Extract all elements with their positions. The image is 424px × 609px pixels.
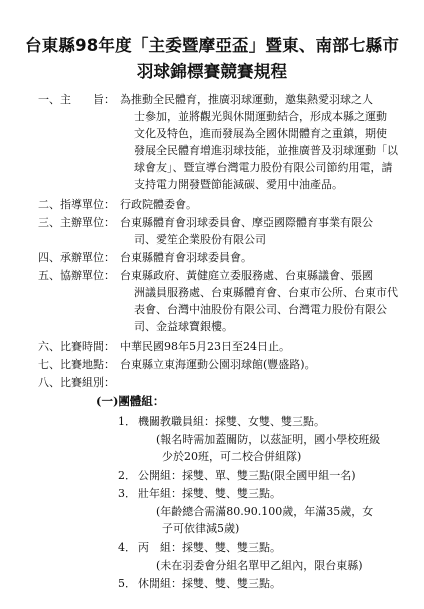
item-number: 2． — [118, 469, 136, 482]
item-note: (報名時需加蓋關防，以茲証明，國小學校班級 — [156, 433, 381, 446]
section-label: 二、指導單位： — [38, 198, 115, 211]
group-heading: (一)團體組： — [96, 394, 165, 408]
section-text: 台東縣體育會羽球委員會。 — [120, 251, 252, 264]
section-text: 發展全民體育增進羽球技能，並推廣普及羽球運動「以 — [134, 144, 398, 157]
item-number: 1． — [118, 415, 136, 428]
section-label: 三、主辦單位： — [38, 216, 115, 229]
section-text: 司、愛笙企業股份有限公司 — [134, 233, 266, 246]
section-label: 五、協辦單位： — [38, 269, 115, 282]
item-text: 休閒組：採雙、雙、雙三點。 — [138, 577, 281, 590]
document-title-line-1: 台東縣98年度「主委暨摩亞盃」暨東、南部七縣市 — [24, 36, 400, 55]
item-note: (未在羽委會分組名單甲乙組內，限台東縣) — [156, 559, 363, 572]
item-text: 丙 組：採雙、雙、雙三點。 — [138, 541, 281, 554]
section-text: 台東縣政府、黃健庭立委服務處、台東縣議會、張國 — [120, 269, 373, 282]
section-text: 文化及特色，進而發展為全國休閒體育之重鎮，期使 — [134, 127, 387, 140]
item-note: 少於20班，可二校合併組隊) — [162, 450, 302, 463]
section-text: 士參加，並將觀光與休閒運動結合，形成本縣之運動 — [134, 110, 387, 123]
section-text: 司、金益球寶銀樓。 — [134, 320, 233, 333]
section-text: 中華民國98年5月23日至24日止。 — [120, 340, 290, 353]
section-text: 行政院體委會。 — [120, 198, 197, 211]
section-text: 台東縣立東海運動公園羽球館(豐盛路)。 — [120, 358, 316, 371]
section-text: 表會、台灣中油股份有限公司、台灣電力股份有限公 — [134, 303, 387, 316]
item-number: 4． — [118, 541, 136, 554]
section-label: 六、比賽時間： — [38, 340, 115, 353]
item-note: (年齡總合需滿80.90.100歲，年滿35歲，女 — [156, 505, 374, 518]
section-label: 一、主 旨： — [38, 93, 115, 106]
item-text: 壯年組：採雙、雙、雙三點。 — [138, 487, 281, 500]
section-text: 為推動全民體育，推廣羽球運動，邀集熱愛羽球之人 — [120, 93, 373, 106]
section-label: 八、比賽組別： — [38, 376, 115, 389]
item-note: 子可依律減5歲) — [162, 522, 240, 535]
section-label: 四、承辦單位： — [38, 251, 115, 264]
section-text: 洲議員服務處、台東縣體育會、台東市公所、台東市代 — [134, 286, 398, 299]
item-text: 機關教職員組：採雙、女雙、雙三點。 — [138, 415, 325, 428]
item-text: 公開組：採雙、單、雙三點(限全國甲組一名) — [138, 469, 356, 482]
document-title-line-2: 羽球錦標賽競賽規程 — [136, 62, 288, 81]
item-number: 5． — [118, 577, 136, 590]
item-number: 3． — [118, 487, 136, 500]
section-text: 球會友」、暨宣導台灣電力股份有限公司節約用電，請 — [134, 161, 393, 174]
section-text: 支持電力開發暨節能減碳、愛用中油產品。 — [134, 178, 343, 191]
section-label: 七、比賽地點： — [38, 358, 115, 371]
section-text: 台東縣體育會羽球委員會、摩亞國際體育事業有限公 — [120, 216, 373, 229]
